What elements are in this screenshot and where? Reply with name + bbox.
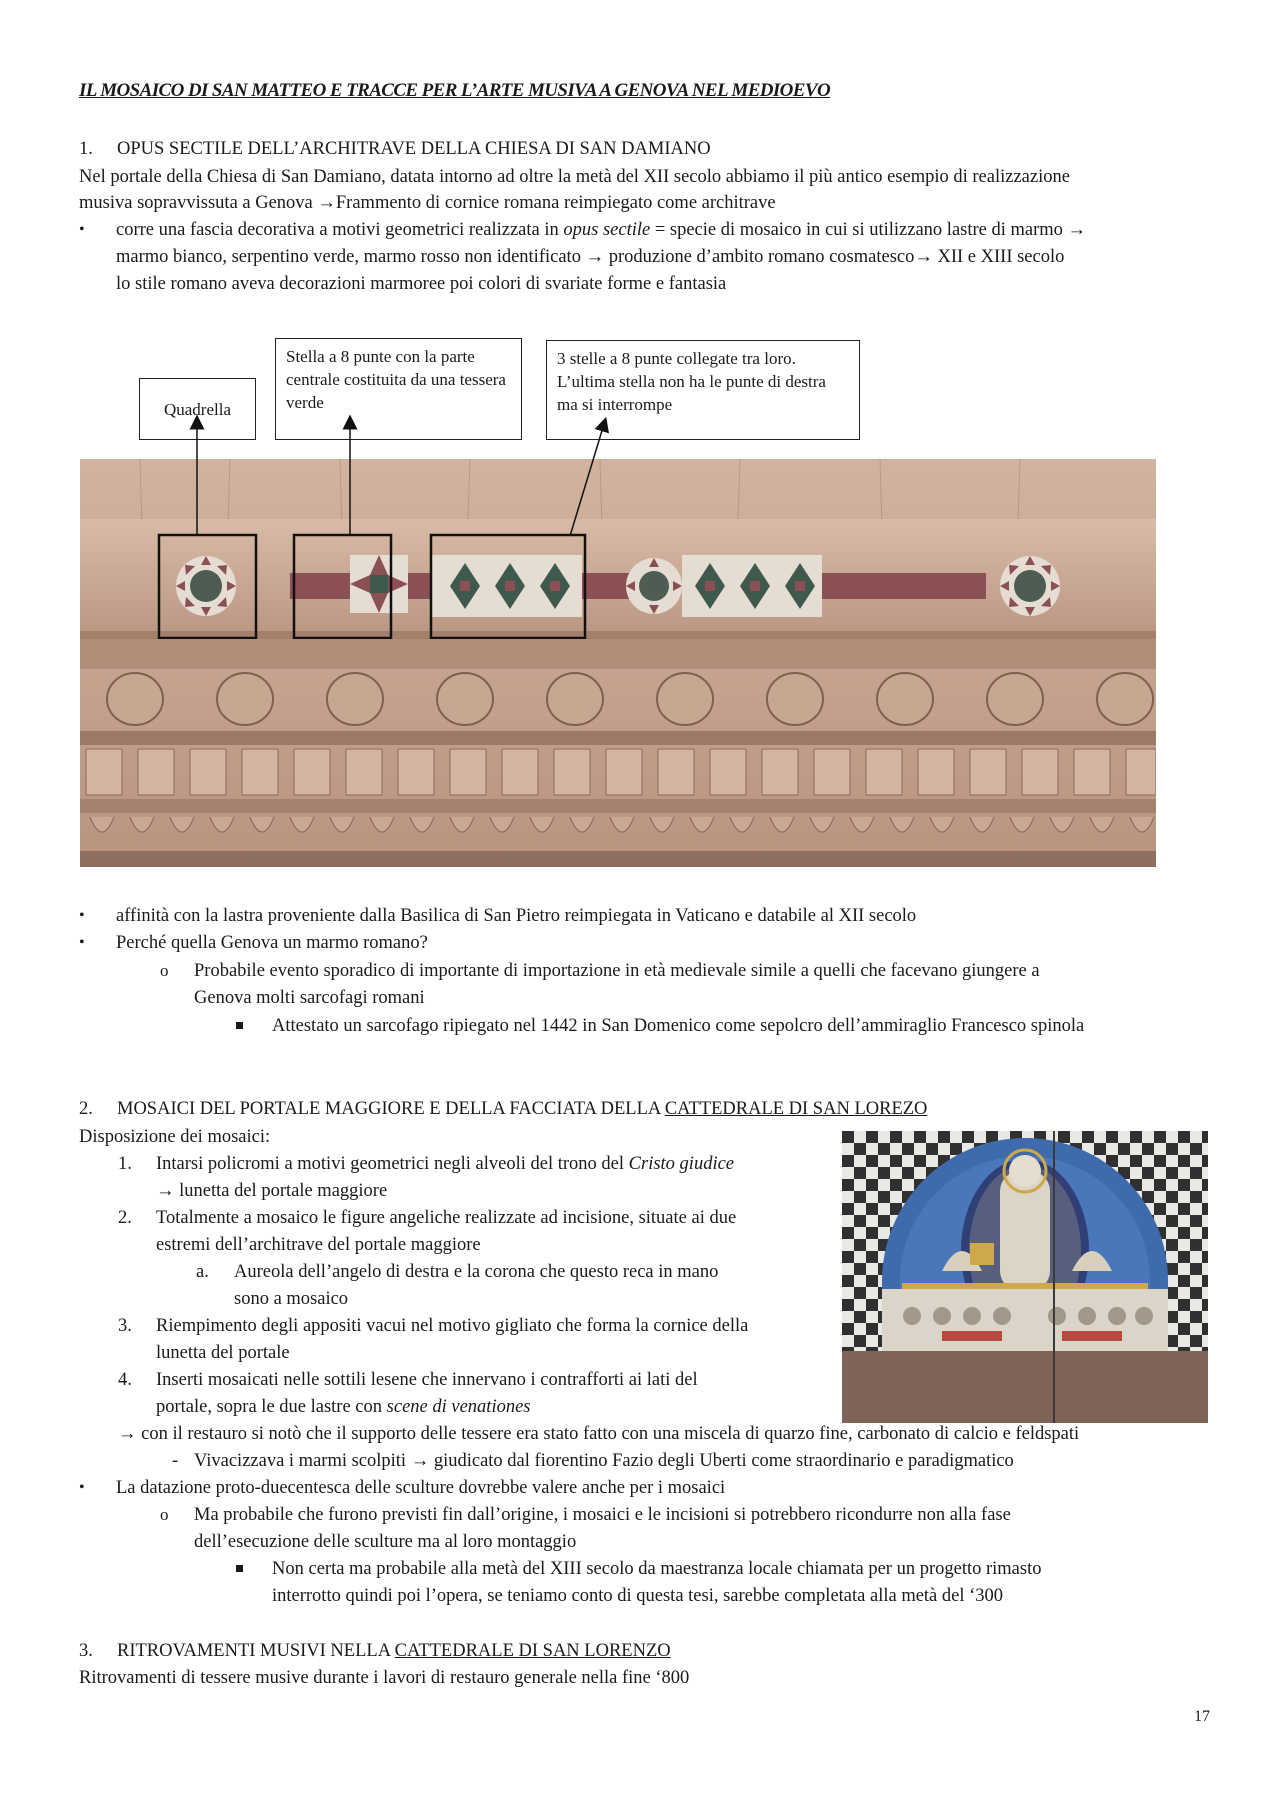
list-text: estremi dell’architrave del portale maggiore — [156, 1235, 481, 1255]
list-letter: a. — [196, 1262, 209, 1282]
sub-bullet-circle: o — [160, 961, 169, 980]
list-text: → lunetta del portale maggiore — [156, 1181, 388, 1201]
section-3-heading — [79, 1638, 671, 1664]
page-number: 17 — [1194, 1708, 1210, 1725]
bullet: • — [79, 934, 85, 951]
list-text: Aureola dell’angelo di destra e la corona che questo reca in mano — [234, 1262, 719, 1282]
list-text: lunetta del portale — [156, 1343, 290, 1363]
sub-bullet-text: Probabile evento sporadico di importante di importazione in età medievale simile a quelli che facevano giungere a — [194, 961, 1040, 981]
list-text: sono a mosaico — [234, 1289, 349, 1309]
section-3-title-underlined: CATTEDRALE DI SAN LORENZO — [394, 1641, 671, 1661]
callout-label: Quadrella — [163, 399, 232, 419]
list-number: 2. — [118, 1208, 132, 1228]
section-2-number: 2. — [79, 1099, 93, 1119]
text-span: = specie di mosaico in cui si utilizzano lastre di marmo → — [650, 220, 1087, 240]
architrave-illustration — [80, 459, 1156, 867]
section-2-heading — [79, 1096, 927, 1122]
section-3-number: 3. — [79, 1641, 93, 1661]
emphasis: Cristo giudice — [628, 1154, 735, 1174]
callout-quadrella — [139, 378, 256, 440]
list-number: 1. — [118, 1154, 132, 1174]
bullet-text: lo stile romano aveva decorazioni marmoree poi colori di svariate forme e fantasia — [116, 274, 727, 294]
dash-bullet: - — [172, 1451, 179, 1471]
sub-sub-bullet-text: Attestato un sarcofago ripiegato nel 1442 in San Domenico come sepolcro dell’ammiraglio Francesco spinola — [272, 1016, 1085, 1036]
list-number: 3. — [118, 1316, 132, 1336]
text-span: portale, sopra le due lastre con — [156, 1397, 387, 1417]
paragraph-line: Disposizione dei mosaici: — [79, 1127, 271, 1147]
lunetta-illustration — [842, 1131, 1208, 1423]
sub-bullet-text: Genova molti sarcofagi romani — [194, 988, 425, 1008]
section-1-heading — [79, 136, 711, 162]
bullet-text: affinità con la lastra proveniente dalla Basilica di San Pietro reimpiegata in Vaticano e databile al XII secolo — [116, 906, 917, 926]
section-3-title: RITROVAMENTI MUSIVI NELLA — [117, 1641, 395, 1661]
paragraph-line: Ritrovamenti di tessere musive durante i lavori di restauro generale nella fine ‘800 — [79, 1668, 690, 1688]
square-bullet — [236, 1565, 243, 1572]
emphasis: opus sectile — [563, 220, 651, 240]
text-span: Intarsi policromi a motivi geometrici negli alveoli del trono del — [156, 1154, 629, 1174]
square-bullet — [236, 1022, 243, 1029]
lunetta-photo — [842, 1131, 1208, 1423]
architrave-photo — [80, 459, 1156, 867]
section-2-title-underlined: CATTEDRALE DI SAN LOREZO — [664, 1099, 928, 1119]
paragraph-line: → con il restauro si notò che il supporto delle tessere era stato fatto con una miscela di quarzo fine, carbonato di calcio e feldspati — [118, 1424, 1080, 1444]
emphasis: scene di venationes — [386, 1397, 531, 1417]
paragraph-line: musiva sopravvissuta a Genova →Frammento di cornice romana reimpiegato come architrave — [79, 193, 776, 213]
paragraph-line: Nel portale della Chiesa di San Damiano, datata intorno ad oltre la metà del XII secolo abbiamo il più antico esempio di realizzazione — [79, 167, 1070, 187]
bullet: • — [79, 221, 85, 238]
bullet-text: Perché quella Genova un marmo romano? — [116, 933, 428, 953]
callout-tre-stelle: 3 stelle a 8 punte collegate tra loro. L’ultima stella non ha le punte di destra ma si interrompe — [546, 340, 860, 440]
list-text: Totalmente a mosaico le figure angeliche realizzate ad incisione, situate ai due — [156, 1208, 737, 1228]
section-1-title: OPUS SECTILE DELL’ARCHITRAVE DELLA CHIESA DI SAN DAMIANO — [117, 139, 711, 159]
list-text — [156, 1151, 734, 1177]
section-1-number: 1. — [79, 139, 93, 159]
bullet-text: marmo bianco, serpentino verde, marmo rosso non identificato → produzione d’ambito romano cosmatesco→ XII e XIII secolo — [116, 247, 1065, 267]
sub-bullet-text: dell’esecuzione delle sculture ma al loro montaggio — [194, 1532, 577, 1552]
page-title: IL MOSAICO DI SAN MATTEO E TRACCE PER L’ARTE MUSIVA A GENOVA NEL MEDIOEVO — [79, 80, 831, 101]
bullet-text: La datazione proto-duecentesca delle sculture dovrebbe valere anche per i mosaici — [116, 1478, 726, 1498]
text-span: corre una fascia decorativa a motivi geometrici realizzata in — [116, 220, 564, 240]
bullet: • — [79, 1479, 85, 1496]
sub-sub-bullet-text: interrotto quindi poi l’opera, se teniamo conto di questa tesi, sarebbe completata alla metà del ‘300 — [272, 1586, 1004, 1606]
dash-text: Vivacizzava i marmi scolpiti → giudicato dal fiorentino Fazio degli Uberti come straordinario e paradigmatico — [194, 1451, 1014, 1471]
bullet-text — [116, 217, 1086, 243]
sub-bullet-circle: o — [160, 1505, 169, 1524]
sub-bullet-text: Ma probabile che furono previsti fin dall’origine, i mosaici e le incisioni si potrebbero ricondurre non alla fase — [194, 1505, 1011, 1525]
callout-stella: Stella a 8 punte con la parte centrale costituita da una tessera verde — [275, 338, 522, 440]
list-text — [156, 1394, 531, 1420]
list-text: Inserti mosaicati nelle sottili lesene che innervano i contrafforti ai lati del — [156, 1370, 698, 1390]
list-text: Riempimento degli appositi vacui nel motivo gigliato che forma la cornice della — [156, 1316, 749, 1336]
bullet: • — [79, 907, 85, 924]
list-number: 4. — [118, 1370, 132, 1390]
sub-sub-bullet-text: Non certa ma probabile alla metà del XIII secolo da maestranza locale chiamata per un progetto rimasto — [272, 1559, 1042, 1579]
section-2-title: MOSAICI DEL PORTALE MAGGIORE E DELLA FACCIATA DELLA — [117, 1099, 665, 1119]
